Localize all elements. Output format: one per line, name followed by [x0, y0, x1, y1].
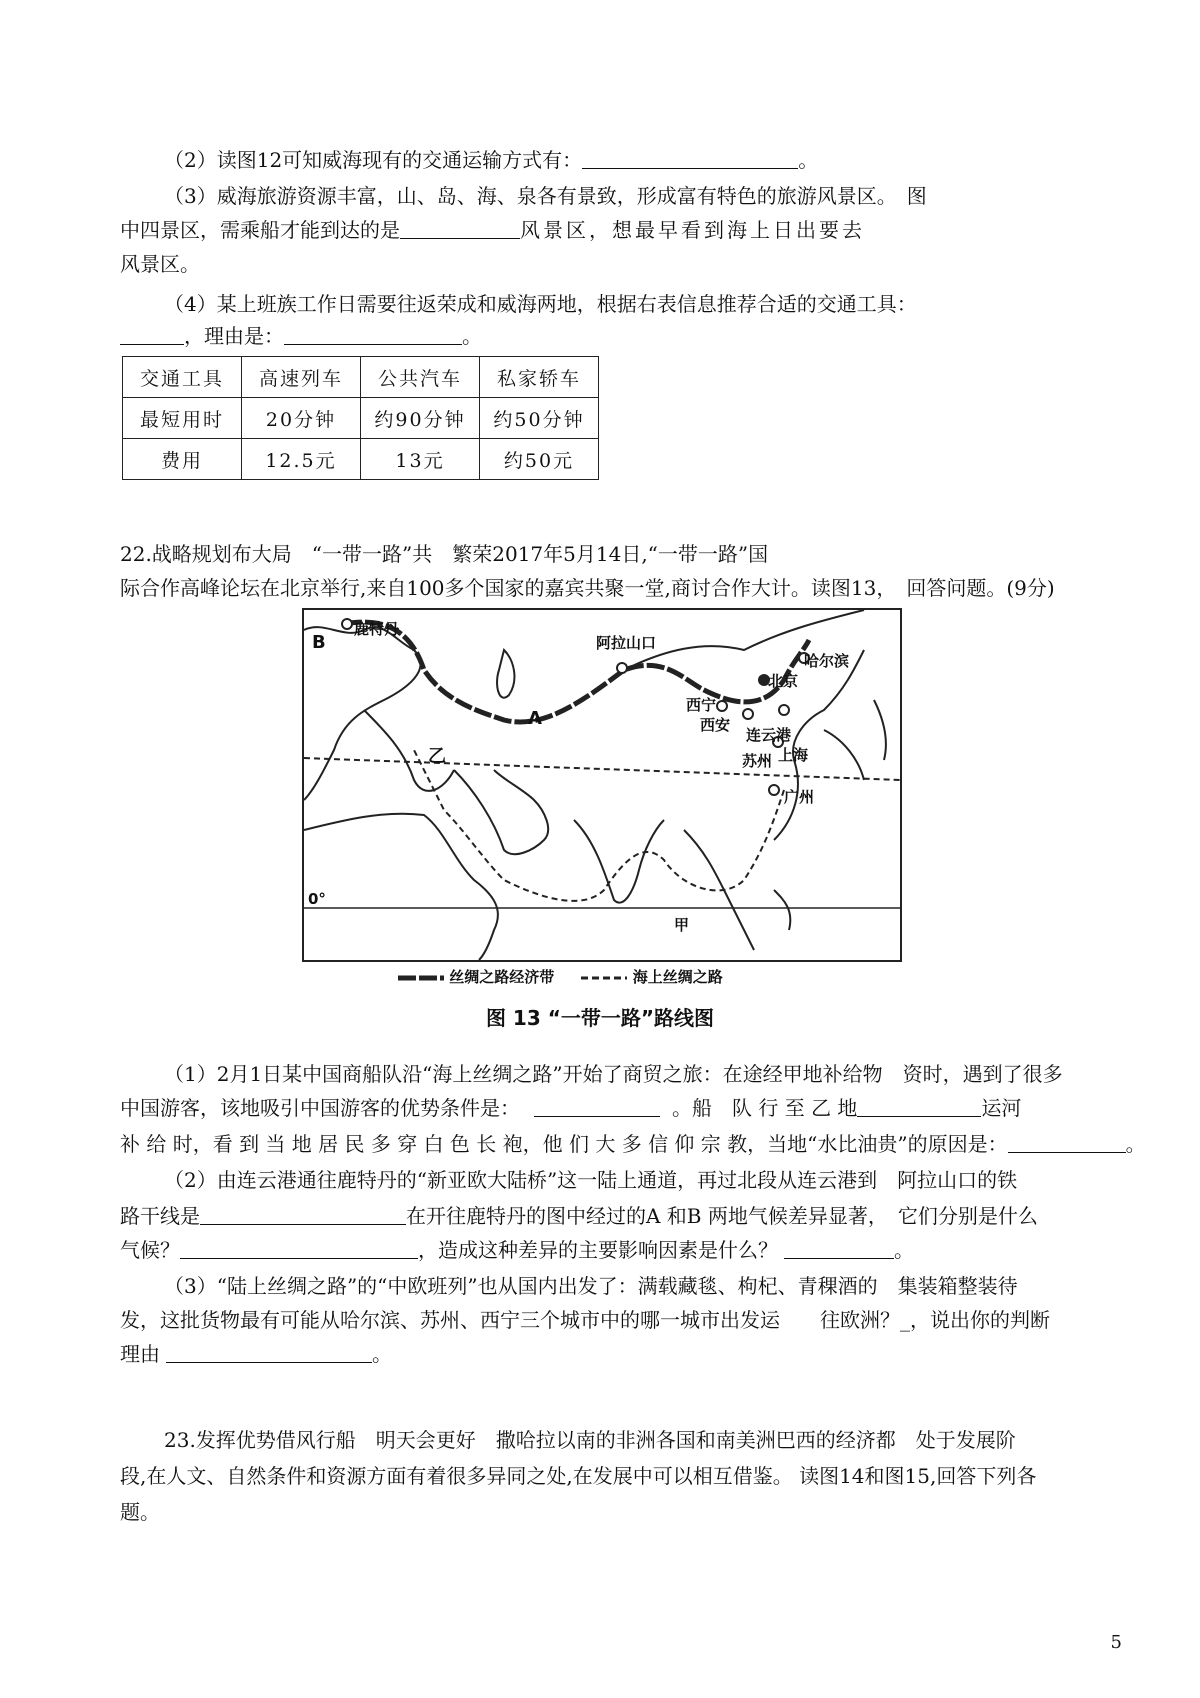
table-header-row	[123, 357, 599, 398]
q21-part3-line3: 风景区。	[120, 252, 200, 276]
q22-part3-line2: 发，这批货物最有可能从哈尔滨、苏州、西宁三个城市中的哪一城市出发运 往欧洲？_，说出你的判断	[120, 1308, 1050, 1332]
map-label-lianyungang: 连云港	[746, 726, 792, 744]
answer-blank[interactable]	[857, 1096, 981, 1117]
answer-blank[interactable]	[784, 1238, 894, 1259]
q23-line1: 23.发挥优势借风行船 明天会更好 撒哈拉以南的非洲各国和南美洲巴西的经济都 处于发展阶	[164, 1428, 1016, 1452]
table-cell: 13元	[361, 439, 480, 480]
legend-belt-symbol	[398, 973, 444, 983]
map-label-jia: 甲	[674, 916, 690, 934]
q22-part1-line2: 中国游客，该地吸引中国游客的优势条件是： 。船 队 行 至 乙 地 运河	[120, 1096, 1022, 1120]
map-label-beijing: 北京	[768, 672, 799, 690]
q22-part1-line1: （1）2月1日某中国商船队沿“海上丝绸之路”开始了商贸之旅：在途经甲地补给物 资时，遇到了很多	[164, 1062, 1063, 1086]
belt-road-map	[302, 608, 902, 962]
legend-belt-label: 丝绸之路经济带	[449, 968, 555, 986]
map-label-xian: 西安	[700, 716, 731, 734]
q22-part3-line3: 理由 。	[120, 1342, 392, 1366]
maritime-silk-road	[414, 750, 784, 901]
answer-blank[interactable]	[284, 324, 462, 345]
city-marker	[342, 619, 352, 629]
india-coast	[574, 820, 664, 903]
q22-intro-line2: 际合作高峰论坛在北京举行,来自100多个国家的嘉宾共聚一堂,商讨合作大计。读图13， 回答问题。(9分)	[120, 576, 1055, 600]
map-label-xining: 西宁	[686, 696, 717, 714]
philippines-coast	[774, 890, 790, 930]
europe-coastline	[304, 627, 421, 800]
answer-blank[interactable]	[180, 1238, 418, 1259]
map-legend	[398, 966, 723, 987]
silk-road-belt	[344, 622, 809, 722]
table-cell: 约90分钟	[361, 398, 480, 439]
map-label-harbin: 哈尔滨	[804, 652, 850, 670]
answer-blank[interactable]	[166, 1342, 372, 1363]
africa-coast	[304, 814, 498, 960]
tropic-line	[304, 758, 900, 780]
q22-part2-line1: （2）由连云港通往鹿特丹的“新亚欧大陆桥”这一陆上通道，再过北段从连云港到 阿拉山口的铁	[164, 1168, 1018, 1192]
table-cell: 高速列车	[242, 357, 361, 398]
japan-coast	[874, 700, 886, 760]
answer-blank[interactable]	[400, 218, 520, 239]
map-label-a: A	[528, 708, 542, 729]
map-label-b: B	[312, 632, 326, 653]
q22-part2-line2: 路干线是 在开往鹿特丹的图中经过的A 和B 两地气候差异显著， 它们分别是什么	[120, 1204, 1038, 1228]
q21-part2: （2）读图12可知威海现有的交通运输方式有： 。	[164, 148, 819, 172]
answer-blank[interactable]	[534, 1096, 660, 1117]
city-marker	[743, 709, 753, 719]
q23-line2: 段,在人文、自然条件和资源方面有着很多异同之处,在发展中可以相互借鉴。 读图14和图15,回答下列各	[120, 1464, 1037, 1488]
legend-sea-symbol	[581, 973, 627, 983]
table-cell: 公共汽车	[361, 357, 480, 398]
legend-sea-label: 海上丝绸之路	[632, 968, 723, 986]
map-label-rotterdam: 鹿特丹	[354, 620, 400, 638]
table-cell: 约50分钟	[480, 398, 599, 439]
answer-blank[interactable]	[200, 1204, 406, 1225]
table-cell: 约50元	[480, 439, 599, 480]
q22-part2-line3: 气候？ ，造成这种差异的主要影响因素是什么？ 。	[120, 1238, 914, 1262]
city-marker	[717, 701, 727, 711]
map-label-equator: 0°	[308, 890, 326, 908]
q22-part3-line1: （3）“陆上丝绸之路”的“中欧班列”也从国内出发了：满载藏毯、枸杞、青稞酒的 集装箱整装待	[164, 1274, 1018, 1298]
q21-part3-line1: （3）威海旅游资源丰富，山、岛、海、泉各有景致，形成富有特色的旅游风景区。 图	[164, 184, 927, 208]
answer-blank[interactable]	[120, 324, 184, 345]
q21-part4-line1: （4）某上班族工作日需要往返荣成和威海两地，根据右表信息推荐合适的交通工具：	[164, 292, 917, 316]
q21-part3-line2: 中四景区，需乘船才能到达的是 风景区，想最早看到海上日出要去	[120, 218, 865, 242]
table-row	[123, 439, 599, 480]
city-marker	[769, 785, 779, 795]
q22-part1-line3: 补 给 时，看 到 当 地 居 民 多 穿 白 色 长 袍，他 们 大 多 信 仰 宗 教，当地“水比油贵”的原因是： 。	[120, 1132, 1146, 1156]
table-cell: 12.5元	[242, 439, 361, 480]
city-marker	[779, 705, 789, 715]
transport-table	[122, 356, 599, 480]
map-label-suzhou: 苏州	[742, 752, 773, 770]
arabia-coast	[454, 770, 548, 854]
korea-coast	[824, 730, 864, 780]
city-marker	[617, 663, 627, 673]
table-cell: 最短用时	[123, 398, 242, 439]
se-asia-coast	[684, 830, 754, 950]
table-cell: 费用	[123, 439, 242, 480]
map-label-alashankou: 阿拉山口	[596, 634, 657, 652]
table-cell: 交通工具	[123, 357, 242, 398]
map-label-yi: 乙	[428, 746, 446, 767]
answer-blank[interactable]	[582, 148, 798, 169]
table-cell: 20分钟	[242, 398, 361, 439]
table-row	[123, 398, 599, 439]
page-number: 5	[1110, 1632, 1122, 1653]
map-label-guangzhou: 广州	[784, 788, 815, 806]
q22-intro-line1: 22.战略规划布大局 “一带一路”共 繁荣2017年5月14日,“一带一路”国	[120, 542, 769, 566]
table-cell: 私家轿车	[480, 357, 599, 398]
figure-caption: 图 13 “一带一路”路线图	[485, 1006, 715, 1030]
answer-blank[interactable]	[1008, 1132, 1126, 1153]
q21-part4-line2: ，理由是： 。	[120, 322, 482, 350]
q23-line3: 题。	[120, 1500, 160, 1524]
caspian-sea	[497, 650, 514, 698]
map-label-shanghai: 上海	[778, 746, 809, 764]
